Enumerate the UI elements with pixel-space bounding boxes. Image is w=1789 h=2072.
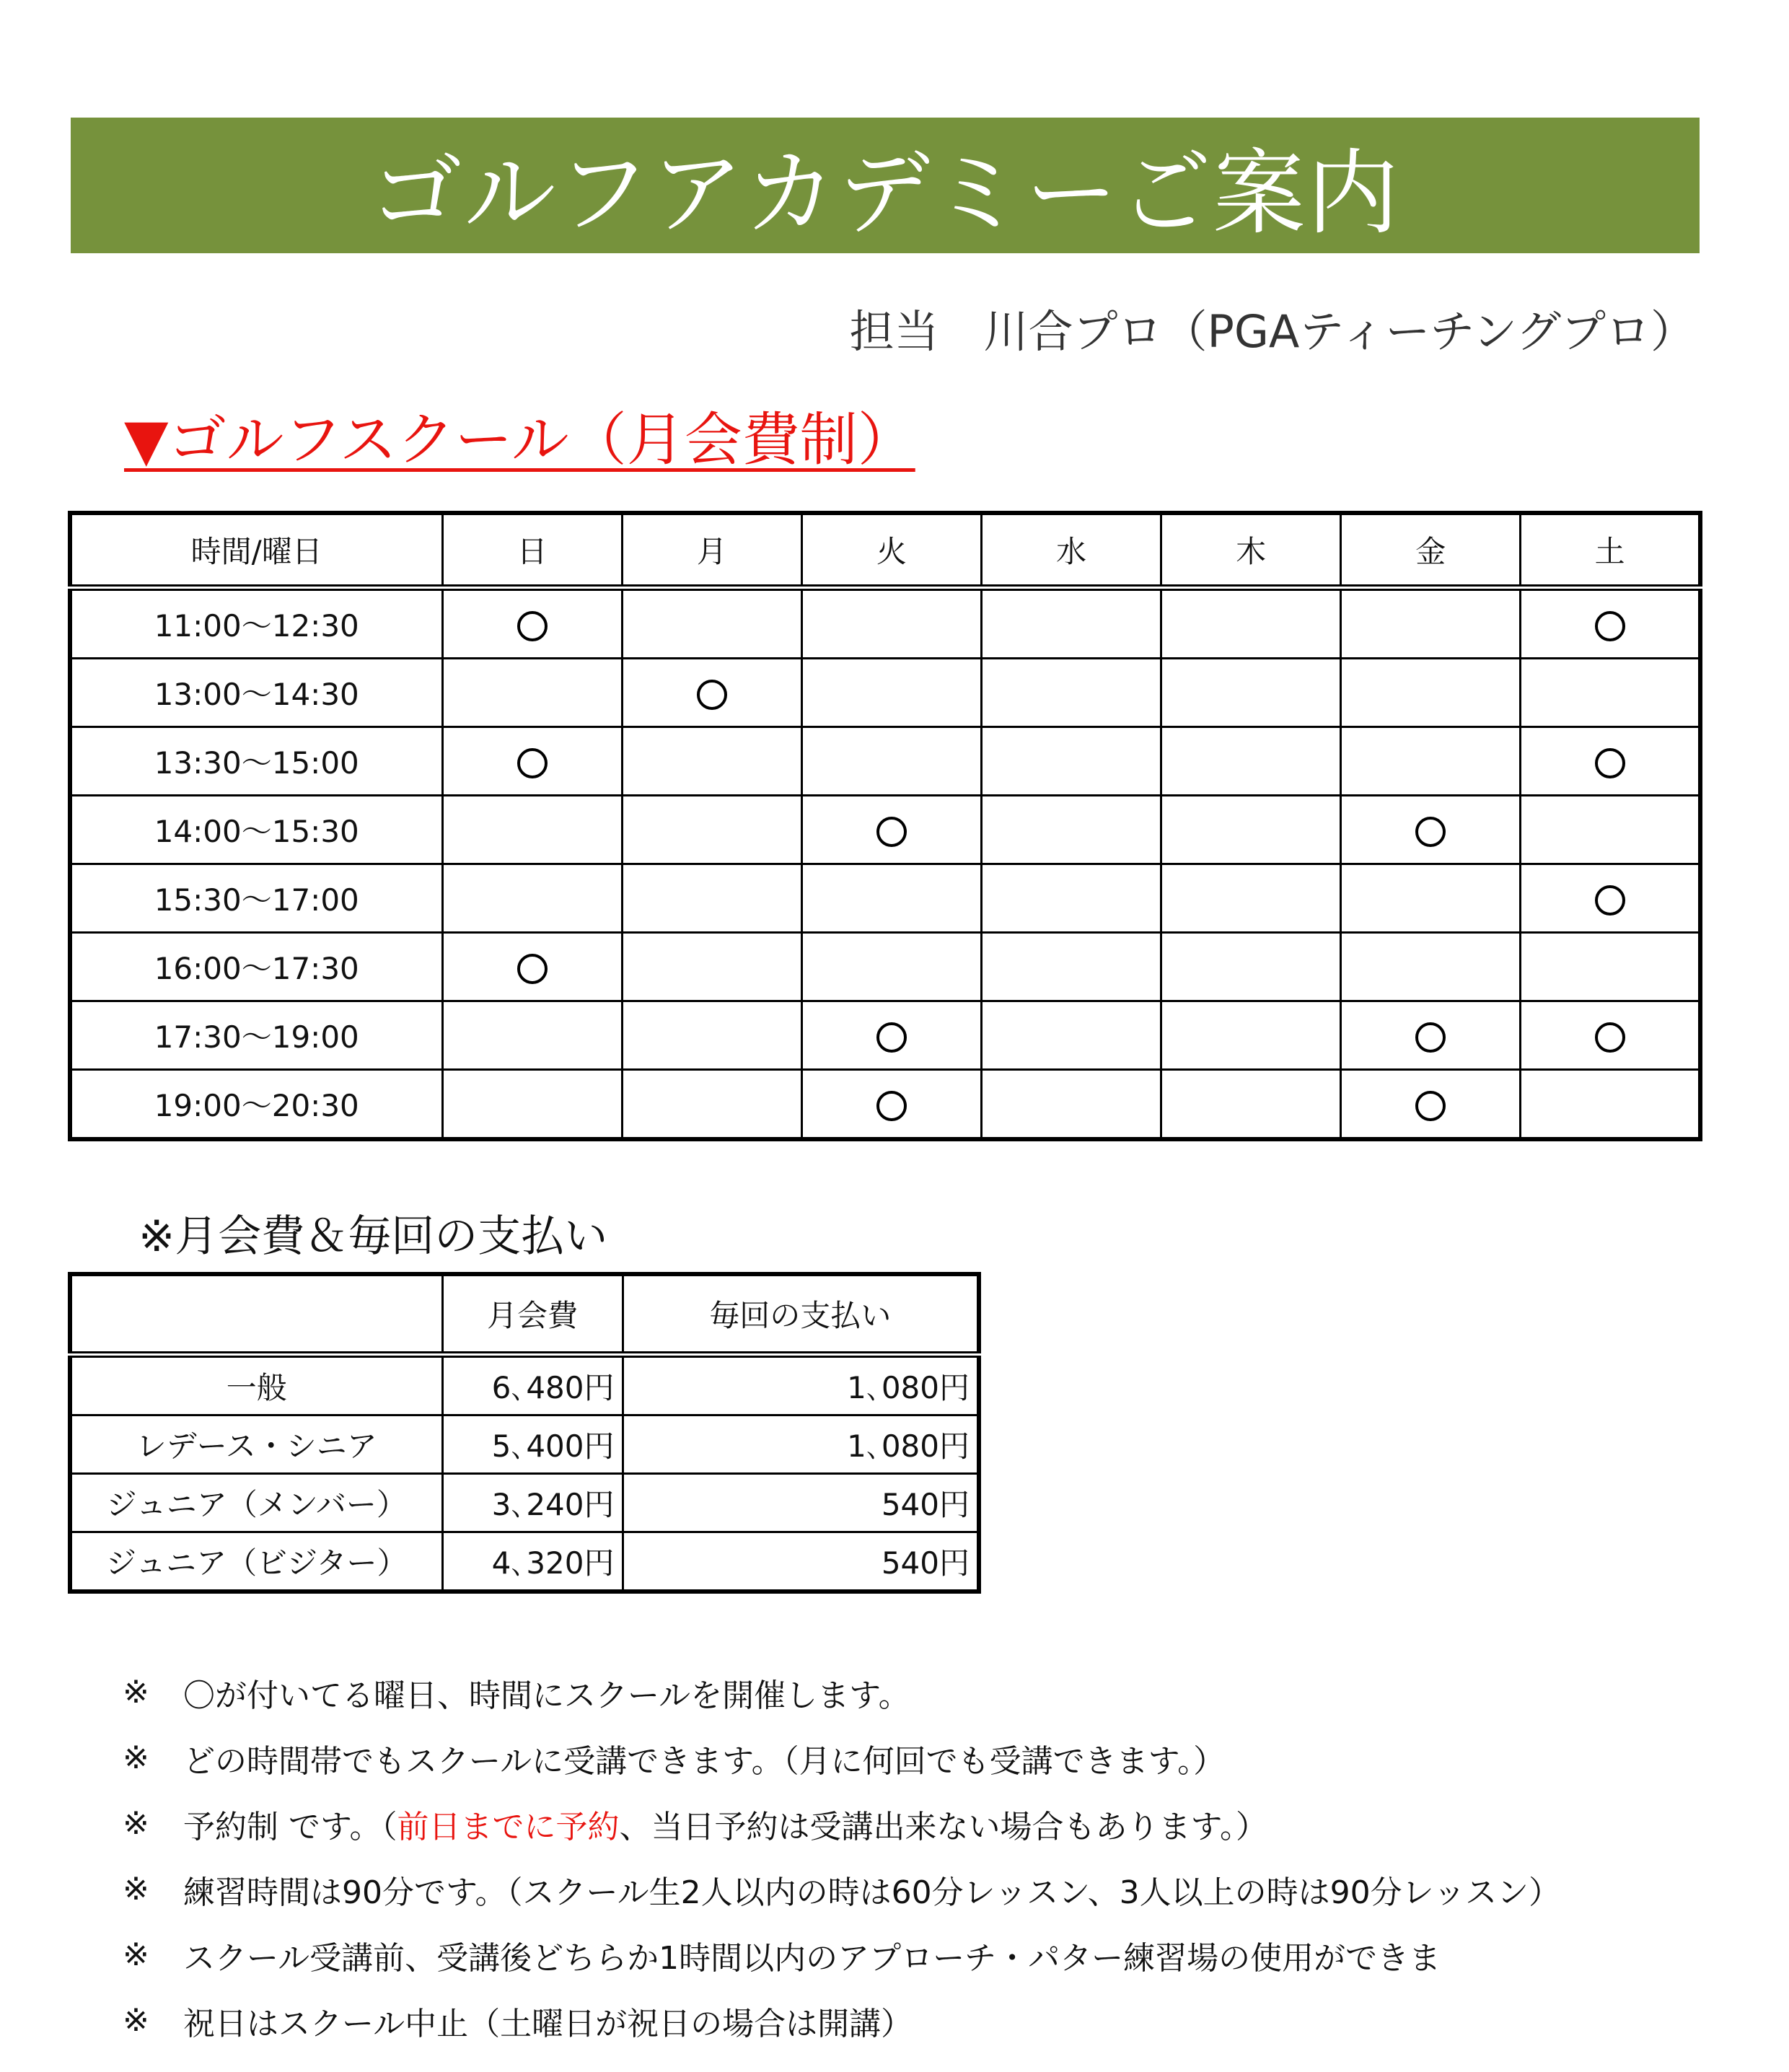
day-cell [981, 1070, 1161, 1140]
day-cell [442, 1001, 622, 1070]
header-tue: 火 [801, 513, 981, 588]
header-time-day: 時間/曜日 [70, 513, 442, 588]
notes-list [123, 1659, 1560, 2053]
circle-mark-icon [1415, 817, 1446, 847]
day-cell [1521, 659, 1700, 727]
header-thu: 木 [1161, 513, 1341, 588]
note-text: スクール受講前、受講後どちらか1時間以内のアプローチ・パター練習場の使用ができま [183, 1939, 1441, 1977]
time-slot: 16:00～17:30 [70, 933, 442, 1001]
day-cell [1521, 1070, 1700, 1140]
schedule-header-row [70, 513, 1700, 588]
note-mark: ※ [123, 1805, 149, 1842]
note-item [123, 1988, 1560, 2053]
day-cell [801, 933, 981, 1001]
day-cell [1521, 864, 1700, 933]
day-cell [1521, 1001, 1700, 1070]
title-banner [71, 118, 1700, 253]
day-cell [801, 1070, 981, 1140]
time-slot: 14:00～15:30 [70, 796, 442, 864]
schedule-row [70, 588, 1700, 659]
day-cell [801, 659, 981, 727]
day-cell [442, 864, 622, 933]
fee-category: ジュニア（ビジター） [70, 1532, 442, 1592]
note-mark: ※ [123, 1674, 149, 1711]
note-item [123, 1659, 1560, 1725]
circle-mark-icon [1415, 1022, 1446, 1053]
day-cell [1521, 796, 1700, 864]
circle-mark-icon [876, 1091, 907, 1121]
time-slot: 13:30～15:00 [70, 727, 442, 796]
note-mark: ※ [123, 2002, 149, 2039]
day-cell [981, 1001, 1161, 1070]
school-section-heading: ▼ゴルフスクール（月会費制） [124, 406, 915, 473]
day-cell [1341, 659, 1521, 727]
circle-mark-icon [876, 1022, 907, 1053]
fee-category: 一般 [70, 1355, 442, 1415]
day-cell [1161, 727, 1341, 796]
day-cell [442, 1070, 622, 1140]
note-text-pre: 予約制 です。（ [183, 1808, 397, 1845]
note-text: 練習時間は90分です。（スクール生2人以内の時は60分レッスン、3人以上の時は90分レッスン） [183, 1874, 1561, 1911]
day-cell [622, 727, 801, 796]
time-slot: 13:00～14:30 [70, 659, 442, 727]
fee-table [68, 1272, 981, 1594]
day-cell [622, 864, 801, 933]
day-cell [622, 1070, 801, 1140]
fee-header-monthly: 月会費 [442, 1274, 623, 1355]
note-item [123, 1791, 1560, 1856]
day-cell [442, 588, 622, 659]
fee-monthly: 3､240円 [442, 1474, 623, 1532]
fee-monthly: 5､400円 [442, 1415, 623, 1474]
note-text: 祝日はスクール中止（土曜日が祝日の場合は開講） [183, 2005, 913, 2042]
day-cell [801, 727, 981, 796]
circle-mark-icon [1595, 748, 1625, 778]
day-cell [1161, 1001, 1341, 1070]
note-text: 〇が付いてる曜日、時間にスクールを開催します。 [183, 1677, 910, 1714]
time-slot: 17:30～19:00 [70, 1001, 442, 1070]
day-cell [801, 864, 981, 933]
day-cell [1161, 933, 1341, 1001]
day-cell [622, 796, 801, 864]
header-sun: 日 [442, 513, 622, 588]
note-item [123, 1856, 1560, 1922]
day-cell [1161, 659, 1341, 727]
fee-category: ジュニア（メンバー） [70, 1474, 442, 1532]
schedule-row [70, 659, 1700, 727]
circle-mark-icon [1415, 1091, 1446, 1121]
day-cell [981, 588, 1161, 659]
time-slot: 19:00～20:30 [70, 1070, 442, 1140]
header-sat: 土 [1521, 513, 1700, 588]
schedule-row [70, 864, 1700, 933]
fee-header-blank [70, 1274, 442, 1355]
fee-monthly: 4､320円 [442, 1532, 623, 1592]
fee-row [70, 1355, 979, 1415]
instructor-line: 担当 川合プロ（PGAティーチングプロ） [849, 305, 1695, 358]
fee-row [70, 1532, 979, 1592]
fee-heading: ※月会費＆毎回の支払い [139, 1211, 608, 1262]
day-cell [1341, 1070, 1521, 1140]
day-cell [1341, 933, 1521, 1001]
day-cell [981, 727, 1161, 796]
page-title: ゴルフアカデミーご案内 [369, 140, 1401, 247]
fee-header-row [70, 1274, 979, 1355]
schedule-row [70, 796, 1700, 864]
circle-mark-icon [1595, 1022, 1625, 1053]
fee-per-visit: 1､080円 [623, 1415, 979, 1474]
day-cell [622, 1001, 801, 1070]
circle-mark-icon [1595, 885, 1625, 916]
schedule-table [68, 511, 1702, 1141]
day-cell [1341, 796, 1521, 864]
schedule-row [70, 727, 1700, 796]
schedule-body [70, 588, 1700, 1140]
header-fri: 金 [1341, 513, 1521, 588]
time-slot: 11:00～12:30 [70, 588, 442, 659]
day-cell [622, 588, 801, 659]
circle-mark-icon [517, 954, 548, 984]
header-mon: 月 [622, 513, 801, 588]
day-cell [442, 727, 622, 796]
day-cell [622, 933, 801, 1001]
note-item [123, 1922, 1560, 1988]
fee-category: レデース・シニア [70, 1415, 442, 1474]
day-cell [801, 796, 981, 864]
day-cell [801, 1001, 981, 1070]
fee-row [70, 1474, 979, 1532]
day-cell [1341, 727, 1521, 796]
day-cell [442, 796, 622, 864]
day-cell [801, 588, 981, 659]
day-cell [1521, 588, 1700, 659]
fee-monthly: 6､480円 [442, 1355, 623, 1415]
note-text-post: 、当日予約は受講出来ない場合もあります。） [619, 1808, 1267, 1845]
circle-mark-icon [1595, 611, 1625, 641]
note-mark: ※ [123, 1936, 149, 1973]
day-cell [1161, 864, 1341, 933]
schedule-row [70, 1001, 1700, 1070]
circle-mark-icon [697, 680, 727, 710]
note-text-highlight: 前日までに予約 [397, 1808, 620, 1845]
header-wed: 水 [981, 513, 1161, 588]
note-mark: ※ [123, 1739, 149, 1776]
fee-header-per-visit: 毎回の支払い [623, 1274, 979, 1355]
day-cell [1341, 864, 1521, 933]
schedule-row [70, 933, 1700, 1001]
day-cell [442, 933, 622, 1001]
day-cell [1161, 796, 1341, 864]
day-cell [1341, 588, 1521, 659]
circle-mark-icon [517, 611, 548, 641]
fee-row [70, 1415, 979, 1474]
day-cell [1521, 933, 1700, 1001]
day-cell [981, 933, 1161, 1001]
time-slot: 15:30～17:00 [70, 864, 442, 933]
note-item [123, 1725, 1560, 1791]
schedule-row [70, 1070, 1700, 1140]
fee-per-visit: 540円 [623, 1474, 979, 1532]
day-cell [981, 659, 1161, 727]
circle-mark-icon [876, 817, 907, 847]
day-cell [981, 796, 1161, 864]
note-text: どの時間帯でもスクールに受講できます。（月に何回でも受講できます。） [183, 1742, 1226, 1780]
day-cell [442, 659, 622, 727]
circle-mark-icon [517, 748, 548, 778]
fee-per-visit: 540円 [623, 1532, 979, 1592]
day-cell [981, 864, 1161, 933]
note-mark: ※ [123, 1871, 149, 1908]
day-cell [1521, 727, 1700, 796]
day-cell [622, 659, 801, 727]
day-cell [1341, 1001, 1521, 1070]
day-cell [1161, 1070, 1341, 1140]
day-cell [1161, 588, 1341, 659]
fee-per-visit: 1､080円 [623, 1355, 979, 1415]
